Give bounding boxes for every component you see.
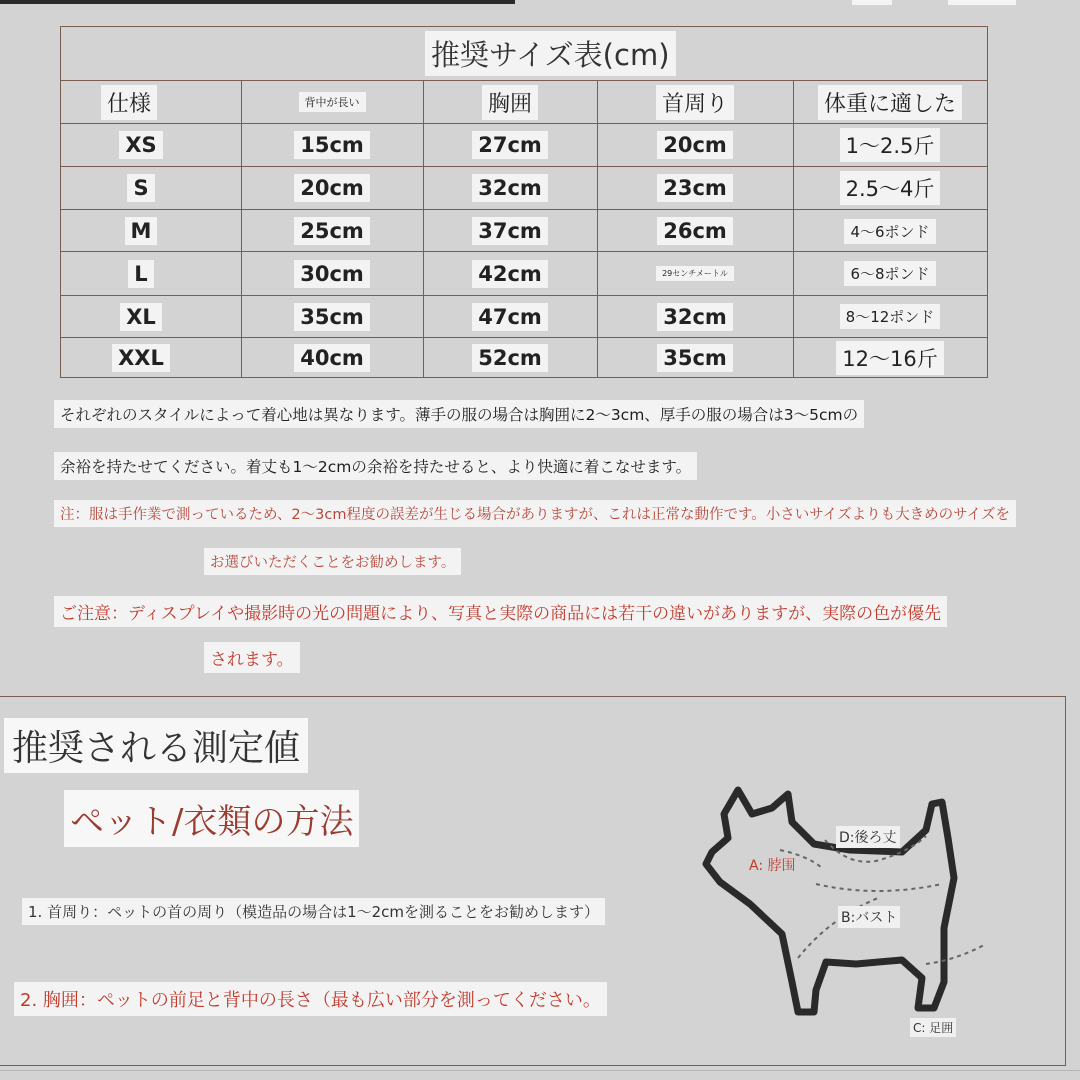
neck-value: 26cm bbox=[657, 217, 733, 245]
neck-value: 20cm bbox=[657, 131, 733, 159]
neck-value: 32cm bbox=[657, 303, 733, 331]
chest-value: 47cm bbox=[472, 303, 548, 331]
neck-value: 35cm bbox=[657, 344, 733, 372]
bottom-divider bbox=[0, 1070, 1080, 1071]
header-spec-cell bbox=[61, 81, 241, 123]
back-length-cell bbox=[241, 338, 423, 377]
measure-item-neck: 1. 首周り：ペットの首の周り（模造品の場合は1〜2cmを測ることをお勧めします） bbox=[22, 898, 605, 925]
neck-cell bbox=[597, 210, 793, 252]
label-back-length: D:後ろ丈 bbox=[836, 826, 900, 848]
fit-note-line-2: 余裕を持たせてください。着丈も1〜2cmの余裕を持たせると、より快適に着こなせます。 bbox=[54, 452, 697, 480]
size-label: XXL bbox=[112, 344, 170, 372]
chest-cell bbox=[423, 124, 597, 166]
weight-value: 1〜2.5斤 bbox=[840, 128, 941, 162]
header-chest-cell bbox=[423, 81, 597, 123]
neck-value: 29センチメートル bbox=[656, 266, 734, 281]
top-image-edge bbox=[948, 0, 1016, 5]
size-cell bbox=[61, 338, 221, 377]
chest-value: 37cm bbox=[472, 217, 548, 245]
back-length-cell bbox=[241, 210, 423, 252]
weight-cell bbox=[793, 210, 987, 252]
header-spec: 仕様 bbox=[101, 85, 157, 120]
neck-cell bbox=[597, 167, 793, 209]
header-back-length-cell bbox=[241, 81, 423, 123]
color-caution-note-line-1: ご注意：ディスプレイや撮影時の光の問題により、写真と実際の商品には若干の違いがありますが、実際の色が優先 bbox=[54, 596, 947, 627]
fit-note-line-1: それぞれのスタイルによって着心地は異なります。薄手の服の場合は胸囲に2〜3cm、厚手の服の場合は3〜5cmの bbox=[54, 400, 864, 428]
measurement-error-note-line-1: 注：服は手作業で測っているため、2〜3cm程度の誤差が生じる場合がありますが、これは正常な動作です。小さいサイズよりも大きめのサイズを bbox=[54, 500, 1016, 527]
chest-cell bbox=[423, 338, 597, 377]
neck-cell bbox=[597, 124, 793, 166]
weight-cell bbox=[793, 252, 987, 295]
size-label: XS bbox=[119, 131, 162, 159]
measurement-heading: 推奨される測定値 bbox=[4, 718, 308, 773]
top-image-strip bbox=[0, 0, 1080, 6]
chest-value: 42cm bbox=[472, 260, 548, 288]
chest-value: 52cm bbox=[472, 344, 548, 372]
weight-value: 4〜6ポンド bbox=[844, 219, 935, 244]
weight-cell bbox=[793, 167, 987, 209]
weight-value: 2.5〜4斤 bbox=[840, 171, 941, 205]
weight-value: 12〜16斤 bbox=[836, 341, 943, 375]
header-weight: 体重に適した bbox=[818, 85, 962, 120]
chest-value: 27cm bbox=[472, 131, 548, 159]
size-cell bbox=[61, 252, 221, 295]
size-table bbox=[60, 26, 988, 378]
chest-cell bbox=[423, 252, 597, 295]
back-length-value: 20cm bbox=[294, 174, 370, 202]
size-cell bbox=[61, 296, 221, 337]
weight-cell bbox=[793, 338, 987, 377]
neck-cell bbox=[597, 296, 793, 337]
header-neck-cell bbox=[597, 81, 793, 123]
size-label: XL bbox=[120, 303, 162, 331]
weight-cell bbox=[793, 296, 987, 337]
back-length-cell bbox=[241, 252, 423, 295]
neck-value: 23cm bbox=[657, 174, 733, 202]
color-caution-note-line-2: されます。 bbox=[204, 642, 300, 673]
dog-measurement-diagram bbox=[680, 768, 1010, 1058]
back-length-value: 35cm bbox=[294, 303, 370, 331]
label-leg: C: 足囲 bbox=[910, 1018, 956, 1037]
weight-cell bbox=[793, 124, 987, 166]
size-cell bbox=[61, 124, 221, 166]
chest-cell bbox=[423, 296, 597, 337]
size-cell bbox=[61, 210, 221, 252]
weight-value: 6〜8ポンド bbox=[844, 261, 935, 286]
weight-value: 8〜12ポンド bbox=[840, 304, 941, 329]
back-length-value: 15cm bbox=[294, 131, 370, 159]
header-chest: 胸囲 bbox=[482, 85, 538, 120]
neck-cell bbox=[597, 252, 793, 295]
top-image-edge bbox=[0, 0, 515, 4]
size-label: S bbox=[127, 174, 154, 202]
chest-cell bbox=[423, 167, 597, 209]
chest-value: 32cm bbox=[472, 174, 548, 202]
back-length-cell bbox=[241, 124, 423, 166]
header-neck: 首周り bbox=[656, 85, 734, 120]
back-length-cell bbox=[241, 167, 423, 209]
size-cell bbox=[61, 167, 221, 209]
chest-cell bbox=[423, 210, 597, 252]
label-chest: B:バスト bbox=[838, 906, 900, 928]
size-table-title-row bbox=[61, 27, 987, 81]
size-label: L bbox=[128, 260, 153, 288]
back-length-value: 30cm bbox=[294, 260, 370, 288]
top-image-edge bbox=[852, 0, 892, 5]
measurement-error-note-line-2: お選びいただくことをお勧めします。 bbox=[204, 548, 461, 575]
measurement-subheading: ペット/衣類の方法 bbox=[64, 790, 359, 847]
header-back-length: 背中が長い bbox=[299, 92, 366, 112]
neck-cell bbox=[597, 338, 793, 377]
back-length-value: 40cm bbox=[294, 344, 370, 372]
back-length-cell bbox=[241, 296, 423, 337]
measure-item-chest: 2. 胸囲：ペットの前足と背中の長さ（最も広い部分を測ってください。 bbox=[14, 982, 607, 1016]
back-length-value: 25cm bbox=[294, 217, 370, 245]
label-neck: A: 脖围 bbox=[749, 858, 796, 874]
header-weight-cell bbox=[793, 81, 987, 123]
size-label: M bbox=[125, 217, 158, 245]
size-table-title: 推奨サイズ表(cm) bbox=[425, 31, 676, 76]
